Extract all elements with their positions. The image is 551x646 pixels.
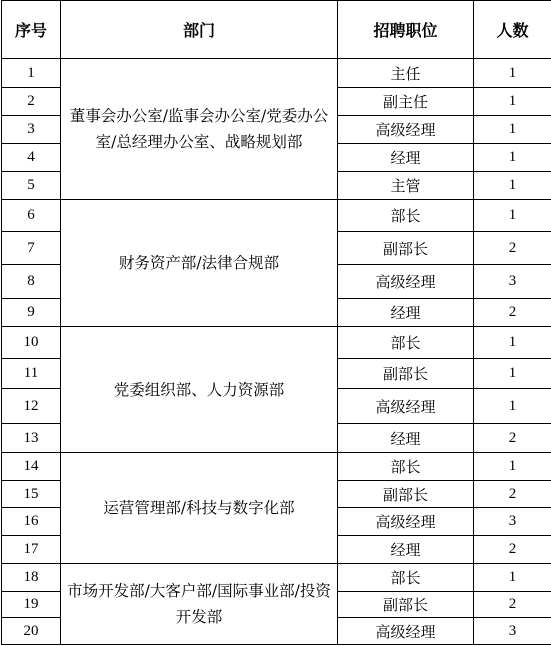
serial-number-cell: 2 — [2, 88, 61, 116]
headcount-cell: 2 — [474, 592, 551, 618]
serial-number-cell: 12 — [2, 389, 61, 424]
serial-number-cell: 8 — [2, 265, 61, 299]
serial-number-cell: 6 — [2, 200, 61, 232]
headcount-cell: 2 — [474, 232, 551, 265]
serial-number-cell: 9 — [2, 299, 61, 327]
serial-number-cell: 3 — [2, 116, 61, 144]
position-cell: 副主任 — [338, 88, 474, 116]
position-cell: 副部长 — [338, 359, 474, 389]
headcount-cell: 1 — [474, 144, 551, 172]
table-row — [2, 564, 551, 592]
position-cell: 主管 — [338, 172, 474, 200]
table-row — [2, 200, 551, 232]
headcount-cell: 1 — [474, 359, 551, 389]
position-cell: 副部长 — [338, 592, 474, 618]
department-cell: 董事会办公室/监事会办公室/党委办公室/总经理办公室、战略规划部 — [61, 59, 338, 200]
position-cell: 副部长 — [338, 481, 474, 508]
headcount-cell: 1 — [474, 327, 551, 359]
headcount-cell: 2 — [474, 424, 551, 453]
position-cell: 部长 — [338, 564, 474, 592]
headcount-cell: 1 — [474, 59, 551, 88]
department-cell: 运营管理部/科技与数字化部 — [61, 453, 338, 564]
headcount-cell: 1 — [474, 453, 551, 481]
department-cell: 党委组织部、人力资源部 — [61, 327, 338, 453]
position-cell: 经理 — [338, 536, 474, 564]
header-position: 招聘职位 — [338, 1, 474, 59]
table-row — [2, 327, 551, 359]
serial-number-cell: 20 — [2, 618, 61, 645]
recruitment-table — [1, 0, 551, 645]
header-row — [2, 1, 551, 59]
position-cell: 高级经理 — [338, 618, 474, 645]
table-row — [2, 453, 551, 481]
serial-number-cell: 7 — [2, 232, 61, 265]
headcount-cell: 2 — [474, 481, 551, 508]
serial-number-cell: 13 — [2, 424, 61, 453]
headcount-cell: 3 — [474, 265, 551, 299]
position-cell: 主任 — [338, 59, 474, 88]
serial-number-cell: 18 — [2, 564, 61, 592]
position-cell: 部长 — [338, 453, 474, 481]
serial-number-cell: 17 — [2, 536, 61, 564]
position-cell: 高级经理 — [338, 508, 474, 536]
headcount-cell: 1 — [474, 200, 551, 232]
position-cell: 副部长 — [338, 232, 474, 265]
position-cell: 经理 — [338, 424, 474, 453]
headcount-cell: 3 — [474, 618, 551, 645]
serial-number-cell: 11 — [2, 359, 61, 389]
position-cell: 高级经理 — [338, 116, 474, 144]
department-cell: 市场开发部/大客户部/国际事业部/投资开发部 — [61, 564, 338, 645]
serial-number-cell: 5 — [2, 172, 61, 200]
headcount-cell: 1 — [474, 116, 551, 144]
department-cell: 财务资产部/法律合规部 — [61, 200, 338, 327]
position-cell: 经理 — [338, 299, 474, 327]
headcount-cell: 1 — [474, 389, 551, 424]
serial-number-cell: 4 — [2, 144, 61, 172]
position-cell: 高级经理 — [338, 265, 474, 299]
headcount-cell: 3 — [474, 508, 551, 536]
position-cell: 部长 — [338, 200, 474, 232]
header-headcount: 人数 — [474, 1, 551, 59]
serial-number-cell: 14 — [2, 453, 61, 481]
serial-number-cell: 16 — [2, 508, 61, 536]
headcount-cell: 2 — [474, 536, 551, 564]
position-cell: 部长 — [338, 327, 474, 359]
serial-number-cell: 10 — [2, 327, 61, 359]
headcount-cell: 1 — [474, 172, 551, 200]
header-serial-number: 序号 — [2, 1, 61, 59]
serial-number-cell: 19 — [2, 592, 61, 618]
serial-number-cell: 1 — [2, 59, 61, 88]
headcount-cell: 1 — [474, 88, 551, 116]
headcount-cell: 2 — [474, 299, 551, 327]
header-department: 部门 — [61, 1, 338, 59]
serial-number-cell: 15 — [2, 481, 61, 508]
headcount-cell: 1 — [474, 564, 551, 592]
position-cell: 经理 — [338, 144, 474, 172]
table-row — [2, 59, 551, 88]
position-cell: 高级经理 — [338, 389, 474, 424]
